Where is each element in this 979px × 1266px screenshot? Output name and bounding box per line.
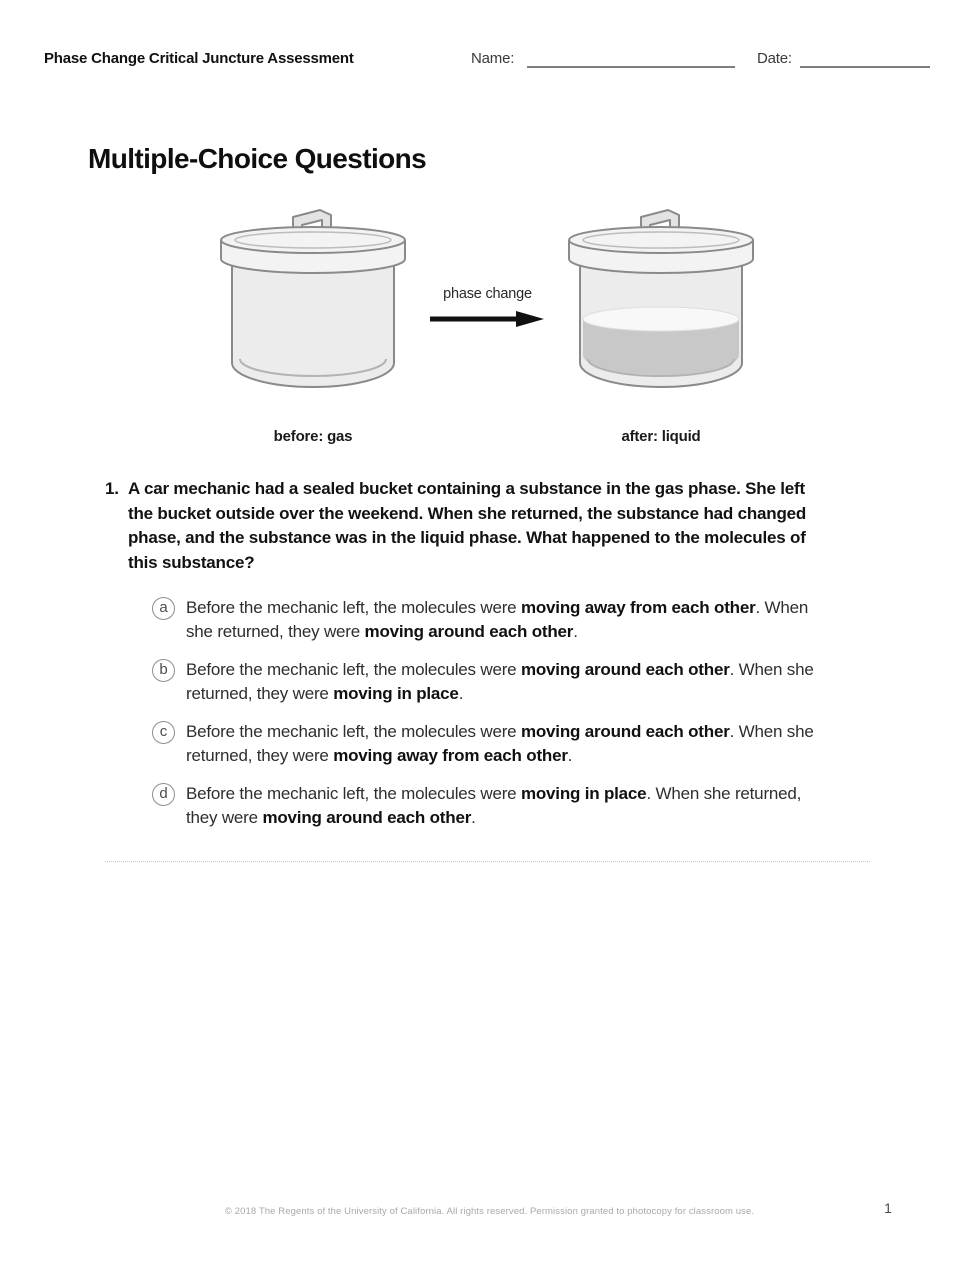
- bucket-lid-top: [221, 227, 405, 253]
- bucket-body: [232, 259, 394, 387]
- date-label: Date:: [757, 50, 792, 67]
- option-a: [152, 596, 867, 644]
- section-divider: [105, 861, 870, 862]
- phase-change-arrow-icon: [430, 310, 545, 328]
- page-number: 1: [884, 1200, 892, 1216]
- option-letter-badge: c: [152, 721, 175, 744]
- option-text: Before the mechanic left, the molecules were moving away from each other. When she returned, they were moving around each other.: [186, 598, 809, 641]
- liquid-surface: [583, 307, 739, 331]
- date-blank-line: [800, 66, 930, 68]
- question-text: A car mechanic had a sealed bucket containing a substance in the gas phase. She left the bucket outside over the weekend. When she returned, the substance had changed phase, and the substance was in the liquid phase. What happened to the molecules of this substance?: [128, 479, 807, 572]
- after-caption: after: liquid: [621, 428, 701, 445]
- document-title: Phase Change Critical Juncture Assessment: [44, 50, 354, 67]
- name-blank-line: [527, 66, 735, 68]
- name-label: Name:: [471, 50, 515, 67]
- question-1: [105, 477, 867, 844]
- question-number: 1.: [105, 479, 119, 498]
- option-letter-badge: a: [152, 597, 175, 620]
- arrow-label: phase change: [443, 286, 532, 302]
- before-caption: before: gas: [273, 428, 353, 445]
- bucket-before-gas-illustration: [218, 207, 408, 407]
- page-title: Multiple-Choice Questions: [88, 143, 427, 174]
- option-letter-badge: b: [152, 659, 175, 682]
- option-d: [152, 782, 867, 830]
- option-letter-badge: d: [152, 783, 175, 806]
- option-text: Before the mechanic left, the molecules were moving around each other. When she returned, they were moving in place.: [186, 660, 814, 703]
- option-text: Before the mechanic left, the molecules were moving around each other. When she returned, they were moving away from each other.: [186, 722, 814, 765]
- bucket-after-liquid-illustration: [566, 207, 756, 407]
- bucket-lid-top: [569, 227, 753, 253]
- options-list: [152, 596, 867, 830]
- option-text: Before the mechanic left, the molecules were moving in place. When she returned, they were moving around each other.: [186, 784, 802, 827]
- option-c: [152, 720, 867, 768]
- option-b: [152, 658, 867, 706]
- question-stem: [105, 477, 867, 575]
- phase-change-figure: [0, 200, 979, 455]
- copyright-notice: © 2018 The Regents of the University of California. All rights reserved. Permission granted to photocopy for classroom use.: [224, 1206, 755, 1217]
